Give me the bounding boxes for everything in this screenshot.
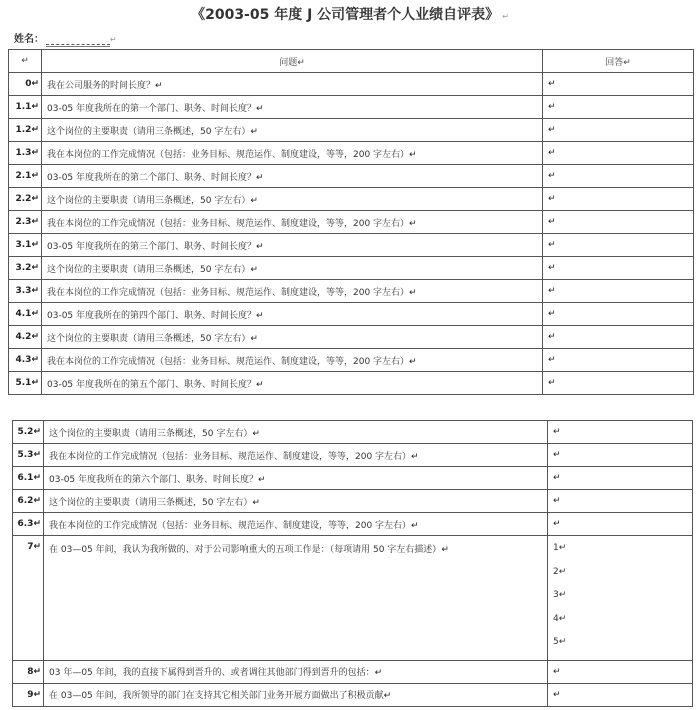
row-number-cell xyxy=(9,372,42,395)
paragraph-mark-icon: ↵ xyxy=(411,451,419,462)
question-text: 在 03—05 年间，我所领导的部门在支持其它相关部门业务开展方面做出了积极贡献 xyxy=(49,691,384,701)
row-number: 0 xyxy=(25,79,32,89)
table-row xyxy=(9,165,694,188)
answer-cell[interactable] xyxy=(543,349,694,372)
table-row-7 xyxy=(13,536,693,661)
answer-cell[interactable] xyxy=(548,660,693,683)
paragraph-mark-icon: ↵ xyxy=(548,240,556,250)
question-text: 我在本岗位的工作完成情况（包括：业务目标、规范运作、制度建设，等等，200 字左右） xyxy=(49,451,412,462)
row-number-cell: 7↵ xyxy=(13,536,44,661)
question-text: 我在本岗位的工作完成情况（包括：业务目标、规范运作、制度建设，等等，200 字左右） xyxy=(47,356,410,367)
paragraph-mark-icon: ↵ xyxy=(409,287,417,298)
paragraph-mark-icon: ↵ xyxy=(409,356,417,367)
header-answer-cell xyxy=(543,50,694,73)
row-number: 1.1 xyxy=(15,102,32,112)
paragraph-mark-icon: ↵ xyxy=(250,264,258,275)
question-cell xyxy=(42,211,543,234)
paragraph-mark-icon: ↵ xyxy=(252,497,260,508)
paragraph-mark-icon: ↵ xyxy=(33,666,41,677)
row-number: 5.1 xyxy=(15,378,32,388)
question-cell xyxy=(42,326,543,349)
paragraph-mark-icon: ↵ xyxy=(33,519,41,529)
row-number-cell xyxy=(13,421,44,444)
paragraph-mark-icon: ↵ xyxy=(502,12,509,21)
question-text: 03-05 年度我所在的第四个部门、职务、时间长度？ xyxy=(47,310,257,321)
question-cell xyxy=(42,73,543,96)
question-cell xyxy=(42,349,543,372)
name-input-field[interactable] xyxy=(46,34,110,45)
row-number-cell xyxy=(9,211,42,234)
paragraph-mark-icon: ↵ xyxy=(256,310,264,321)
answer-cell[interactable] xyxy=(548,444,693,467)
question-text: 这个岗位的主要职责（请用三条概述，50 字左右） xyxy=(47,264,251,275)
row-number: 3.1 xyxy=(15,240,32,250)
question-cell xyxy=(44,513,548,536)
paragraph-mark-icon: ↵ xyxy=(31,79,39,89)
table-row xyxy=(9,188,694,211)
row-number-cell xyxy=(13,444,44,467)
self-evaluation-table-page1 xyxy=(8,49,694,395)
paragraph-mark-icon: ↵ xyxy=(33,689,41,700)
table-row xyxy=(9,303,694,326)
paragraph-mark-icon: ↵ xyxy=(33,427,41,437)
paragraph-mark-icon: ↵ xyxy=(155,80,163,91)
paragraph-mark-icon: ↵ xyxy=(31,355,39,365)
row-number-cell: 9↵ xyxy=(13,683,44,706)
row-number: 5.3 xyxy=(17,450,34,460)
paragraph-mark-icon: ↵ xyxy=(548,332,556,342)
answer-cell[interactable] xyxy=(543,165,694,188)
paragraph-mark-icon: ↵ xyxy=(250,195,258,206)
table-row xyxy=(13,444,693,467)
row-number-cell xyxy=(9,303,42,326)
row-number: 3.3 xyxy=(15,286,32,296)
paragraph-mark-icon: ↵ xyxy=(553,496,561,506)
paragraph-mark-icon: ↵ xyxy=(623,57,631,68)
paragraph-mark-icon: ↵ xyxy=(548,355,556,365)
table-row xyxy=(9,234,694,257)
answer-cell[interactable] xyxy=(543,234,694,257)
question-cell xyxy=(44,467,548,490)
question-cell xyxy=(42,303,543,326)
row-number-cell xyxy=(9,188,42,211)
question-text: 这个岗位的主要职责（请用三条概述，50 字左右） xyxy=(47,333,251,344)
row-number-cell xyxy=(9,96,42,119)
paragraph-mark-icon: ↵ xyxy=(31,378,39,388)
question-cell xyxy=(42,280,543,303)
answer-list xyxy=(553,542,687,660)
paragraph-mark-icon: ↵ xyxy=(553,427,561,437)
table-row xyxy=(9,73,694,96)
paragraph-mark-icon: ↵ xyxy=(110,35,117,44)
table-row xyxy=(13,513,693,536)
question-text: 这个岗位的主要职责（请用三条概述，50 字左右） xyxy=(49,428,253,439)
row-number-cell xyxy=(13,513,44,536)
row-number-cell xyxy=(9,165,42,188)
paragraph-mark-icon: ↵ xyxy=(553,519,561,529)
paragraph-mark-icon: ↵ xyxy=(258,474,266,485)
answer-cell[interactable] xyxy=(548,536,693,661)
table-row xyxy=(9,96,694,119)
table-row xyxy=(9,280,694,303)
answer-cell[interactable] xyxy=(543,326,694,349)
row-number: 2.1 xyxy=(15,171,32,181)
paragraph-mark-icon: ↵ xyxy=(548,286,556,296)
row-number-cell xyxy=(9,73,42,96)
paragraph-mark-icon: ↵ xyxy=(33,496,41,506)
answer-cell[interactable] xyxy=(543,119,694,142)
answer-cell[interactable] xyxy=(543,372,694,395)
paragraph-mark-icon: ↵ xyxy=(553,473,561,483)
question-text: 03-05 年度我所在的第六个部门、职务、时间长度？ xyxy=(49,474,259,485)
row-number-cell xyxy=(9,349,42,372)
answer-cell[interactable] xyxy=(543,280,694,303)
paragraph-mark-icon: ↵ xyxy=(252,428,260,439)
question-cell xyxy=(42,142,543,165)
paragraph-mark-icon: ↵ xyxy=(548,217,556,227)
row-number: 2.3 xyxy=(15,217,32,227)
paragraph-mark-icon: ↵ xyxy=(31,125,39,135)
paragraph-mark-icon: ↵ xyxy=(250,333,258,344)
paragraph-mark-icon: ↵ xyxy=(383,691,392,701)
answer-cell[interactable] xyxy=(543,257,694,280)
answer-item-4[interactable]: 4↵ xyxy=(553,613,567,624)
question-cell xyxy=(42,257,543,280)
row-number-cell xyxy=(9,280,42,303)
paragraph-mark-icon: ↵ xyxy=(409,218,417,229)
answer-cell[interactable] xyxy=(543,96,694,119)
question-text: 这个岗位的主要职责（请用三条概述，50 字左右） xyxy=(47,126,251,137)
answer-item-2[interactable]: 2↵ xyxy=(553,566,567,577)
paragraph-mark-icon: ↵ xyxy=(31,102,39,112)
table-row xyxy=(9,142,694,165)
paragraph-mark-icon: ↵ xyxy=(548,125,556,135)
paragraph-mark-icon: ↵ xyxy=(31,332,39,342)
row-number: 3.2 xyxy=(15,263,32,273)
question-cell xyxy=(42,119,543,142)
table-row xyxy=(13,421,693,444)
question-cell xyxy=(44,444,548,467)
row-number: 6.1 xyxy=(17,473,34,483)
table-row xyxy=(9,372,694,395)
question-cell xyxy=(42,234,543,257)
header-index-cell xyxy=(9,50,42,73)
question-text: 03-05 年度我所在的第五个部门、职务、时间长度？ xyxy=(47,379,257,390)
table-row xyxy=(9,211,694,234)
paragraph-mark-icon: ↵ xyxy=(297,57,305,68)
paragraph-mark-icon: ↵ xyxy=(374,668,383,678)
question-cell xyxy=(42,188,543,211)
question-text: 我在本岗位的工作完成情况（包括：业务目标、规范运作、制度建设，等等，200 字左右） xyxy=(49,520,412,531)
row-number-cell xyxy=(9,119,42,142)
question-text: 这个岗位的主要职责（请用三条概述，50 字左右） xyxy=(49,497,253,508)
paragraph-mark-icon: ↵ xyxy=(31,171,39,181)
paragraph-mark-icon: ↵ xyxy=(250,126,258,137)
question-text: 03 年—05 年间，我的直接下属得到晋升的、或者调往其他部门得到晋升的包括： xyxy=(49,668,375,678)
row-number: 4.2 xyxy=(15,332,32,342)
question-cell xyxy=(44,490,548,513)
title-text: 《2003-05 年度 J 公司管理者个人业绩自评表》 xyxy=(191,7,500,23)
document-title xyxy=(0,4,700,24)
row-number-cell xyxy=(9,326,42,349)
paragraph-mark-icon: ↵ xyxy=(553,666,561,677)
paragraph-mark-icon: ↵ xyxy=(411,520,419,531)
table-row-9 xyxy=(13,683,693,706)
paragraph-mark-icon: ↵ xyxy=(256,103,264,114)
name-row xyxy=(14,30,117,45)
name-label: 姓名： xyxy=(14,34,44,45)
question-text: 我在本岗位的工作完成情况（包括：业务目标、规范运作、制度建设，等等，200 字左右） xyxy=(47,149,410,160)
answer-cell[interactable] xyxy=(548,490,693,513)
table-row-8 xyxy=(13,660,693,683)
paragraph-mark-icon: ↵ xyxy=(31,217,39,227)
row-number: 2.2 xyxy=(15,194,32,204)
paragraph-mark-icon: ↵ xyxy=(548,378,556,388)
paragraph-mark-icon: ↵ xyxy=(553,689,561,700)
paragraph-mark-icon: ↵ xyxy=(21,56,29,66)
row-number-cell xyxy=(9,257,42,280)
paragraph-mark-icon: ↵ xyxy=(31,194,39,204)
question-cell xyxy=(42,372,543,395)
answer-item-3[interactable]: 3↵ xyxy=(553,590,567,600)
paragraph-mark-icon: ↵ xyxy=(31,286,39,296)
paragraph-mark-icon: ↵ xyxy=(441,545,449,555)
table-row xyxy=(9,119,694,142)
answer-cell[interactable] xyxy=(548,513,693,536)
question-text: 我在本岗位的工作完成情况（包括：业务目标、规范运作、制度建设，等等，200 字左右） xyxy=(47,287,410,298)
table-row xyxy=(9,326,694,349)
answer-cell[interactable] xyxy=(543,303,694,326)
table-row xyxy=(9,257,694,280)
answer-cell[interactable] xyxy=(548,421,693,444)
paragraph-mark-icon: ↵ xyxy=(548,263,556,273)
paragraph-mark-icon: ↵ xyxy=(548,194,556,204)
answer-cell[interactable] xyxy=(543,211,694,234)
paragraph-mark-icon: ↵ xyxy=(256,172,264,183)
question-text: 03-05 年度我所在的第三个部门、职务、时间长度？ xyxy=(47,241,257,252)
answer-cell[interactable] xyxy=(543,142,694,165)
question-text: 在 03—05 年间，我认为我所做的、对于公司影响重大的五项工作是：（每项请用 50 字左右描述） xyxy=(49,545,442,555)
question-cell xyxy=(44,660,548,683)
row-number: 4.1 xyxy=(15,309,32,319)
paragraph-mark-icon: ↵ xyxy=(256,241,264,252)
question-text: 03-05 年度我所在的第二个部门、职务、时间长度？ xyxy=(47,172,257,183)
table-header-row xyxy=(9,50,694,73)
row-number: 1.3 xyxy=(15,148,32,158)
answer-item-1[interactable]: 1↵ xyxy=(553,543,567,553)
row-number-cell: 8↵ xyxy=(13,660,44,683)
paragraph-mark-icon: ↵ xyxy=(548,148,556,158)
table-row xyxy=(13,490,693,513)
row-number-cell xyxy=(9,142,42,165)
answer-cell[interactable] xyxy=(543,188,694,211)
question-cell xyxy=(44,536,548,661)
question-text: 我在公司服务的时间长度？ xyxy=(47,80,156,91)
answer-cell[interactable] xyxy=(543,73,694,96)
row-number: 5.2 xyxy=(17,427,34,437)
row-number-cell xyxy=(13,467,44,490)
paragraph-mark-icon: ↵ xyxy=(33,542,41,552)
row-number: 6.3 xyxy=(17,519,34,529)
question-cell xyxy=(44,421,548,444)
paragraph-mark-icon: ↵ xyxy=(33,473,41,483)
table-row xyxy=(13,467,693,490)
answer-cell[interactable] xyxy=(548,683,693,706)
question-text: 我在本岗位的工作完成情况（包括：业务目标、规范运作、制度建设，等等，200 字左右） xyxy=(47,218,410,229)
paragraph-mark-icon: ↵ xyxy=(548,309,556,319)
table-row xyxy=(9,349,694,372)
paragraph-mark-icon: ↵ xyxy=(31,240,39,250)
paragraph-mark-icon: ↵ xyxy=(548,171,556,181)
row-number: 6.2 xyxy=(17,496,34,506)
header-answer-label: 回答 xyxy=(605,57,624,68)
question-cell xyxy=(44,683,548,706)
paragraph-mark-icon: ↵ xyxy=(548,102,556,112)
paragraph-mark-icon: ↵ xyxy=(553,450,561,460)
header-question-cell xyxy=(42,50,543,73)
question-text: 03-05 年度我所在的第一个部门、职务、时间长度？ xyxy=(47,103,257,114)
row-number: 4.3 xyxy=(15,355,32,365)
paragraph-mark-icon: ↵ xyxy=(31,309,39,319)
paragraph-mark-icon: ↵ xyxy=(409,149,417,160)
paragraph-mark-icon: ↵ xyxy=(31,148,39,158)
row-number: 1.2 xyxy=(15,125,32,135)
answer-item-5[interactable]: 5↵ xyxy=(553,637,567,647)
row-number-cell xyxy=(9,234,42,257)
row-number-cell xyxy=(13,490,44,513)
answer-cell[interactable] xyxy=(548,467,693,490)
question-cell xyxy=(42,165,543,188)
question-cell xyxy=(42,96,543,119)
paragraph-mark-icon: ↵ xyxy=(256,379,264,390)
paragraph-mark-icon: ↵ xyxy=(31,263,39,273)
self-evaluation-table-page2 xyxy=(12,420,693,707)
paragraph-mark-icon: ↵ xyxy=(33,450,41,460)
paragraph-mark-icon: ↵ xyxy=(548,79,556,89)
header-question-label: 问题 xyxy=(279,57,298,68)
question-text: 这个岗位的主要职责（请用三条概述，50 字左右） xyxy=(47,195,251,206)
